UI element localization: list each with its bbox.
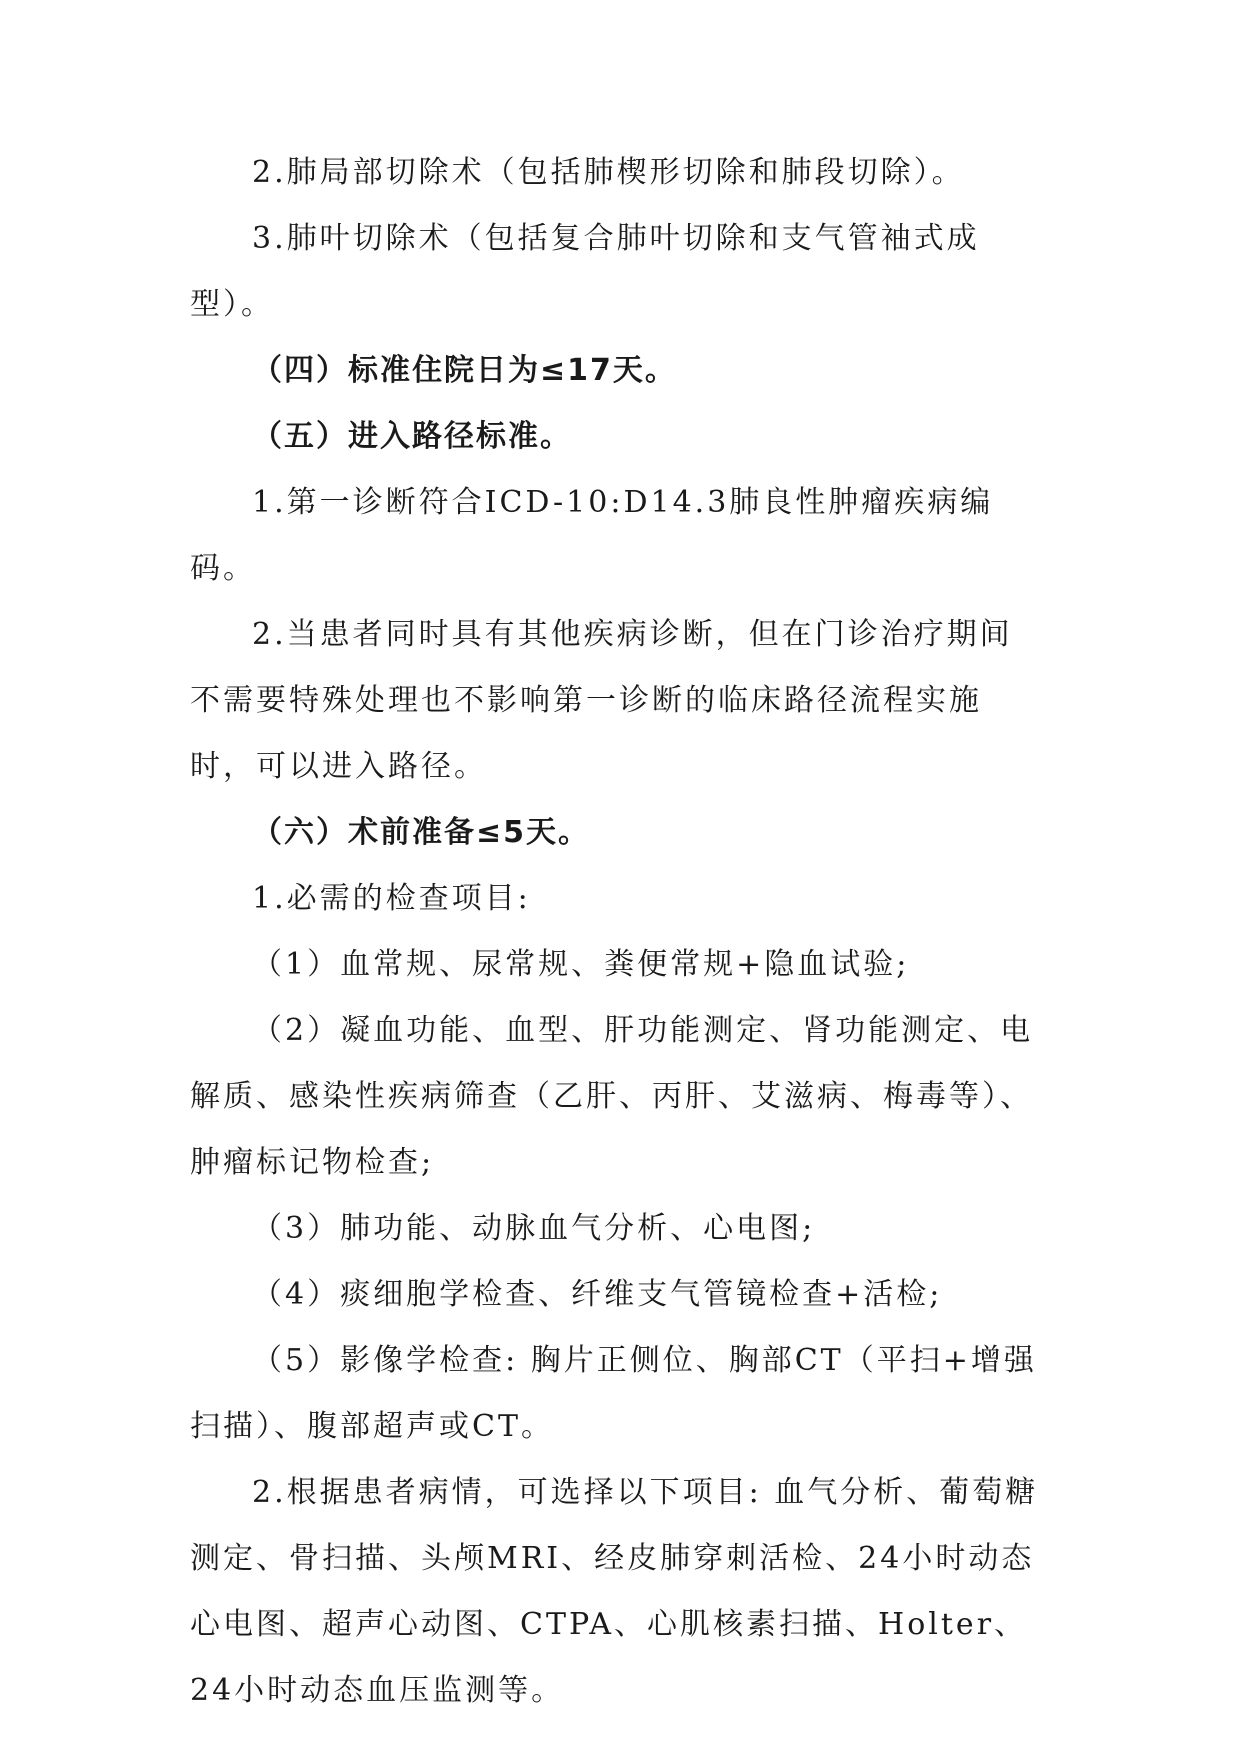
paragraph-first-diagnosis: 1.第一诊断符合ICD-10:D14.3肺良性肿瘤疾病编码。 bbox=[190, 485, 994, 586]
list-item-test-5: （5）影像学检查: 胸片正侧位、胸部CT（平扫+增强扫描）、腹部超声或CT。 bbox=[190, 1343, 1037, 1444]
paragraph-other-diagnosis: 2.当患者同时具有其他疾病诊断，但在门诊治疗期间不需要特殊处理也不影响第一诊断的临床路径流程实施时，可以进入路径。 bbox=[190, 617, 1013, 784]
list-item-test-3: （3）肺功能、动脉血气分析、心电图; bbox=[252, 1211, 816, 1246]
heading-preop-prep: （六）术前准备≤5天。 bbox=[252, 815, 591, 850]
list-item-test-2: （2）凝血功能、血型、肝功能测定、肾功能测定、电解质、感染性疾病筛查（乙肝、丙肝、艾滋病、梅毒等）、肿瘤标记物检查; bbox=[190, 1013, 1034, 1180]
paragraph-required-tests: 1.必需的检查项目: bbox=[252, 881, 531, 916]
list-item-test-4: （4）痰细胞学检查、纤维支气管镜检查+活检; bbox=[252, 1277, 943, 1312]
list-item-test-1: （1）血常规、尿常规、粪便常规+隐血试验; bbox=[252, 947, 910, 982]
heading-standard-stay: （四）标准住院日为≤17天。 bbox=[252, 353, 677, 388]
document-body bbox=[190, 140, 1045, 1724]
paragraph-lobectomy: 3.肺叶切除术（包括复合肺叶切除和支气管袖式成型）。 bbox=[190, 221, 980, 322]
paragraph-lung-local-resection: 2.肺局部切除术（包括肺楔形切除和肺段切除）。 bbox=[252, 155, 965, 190]
paragraph-optional-tests: 2.根据患者病情，可选择以下项目: 血气分析、葡萄糖测定、骨扫描、头颅MRI、经皮肺穿刺活检、24小时动态心电图、超声心动图、CTPA、心肌核素扫描、Holter、24小时动态血压监测等。 bbox=[190, 1475, 1039, 1708]
heading-entry-criteria: （五）进入路径标准。 bbox=[252, 419, 572, 454]
